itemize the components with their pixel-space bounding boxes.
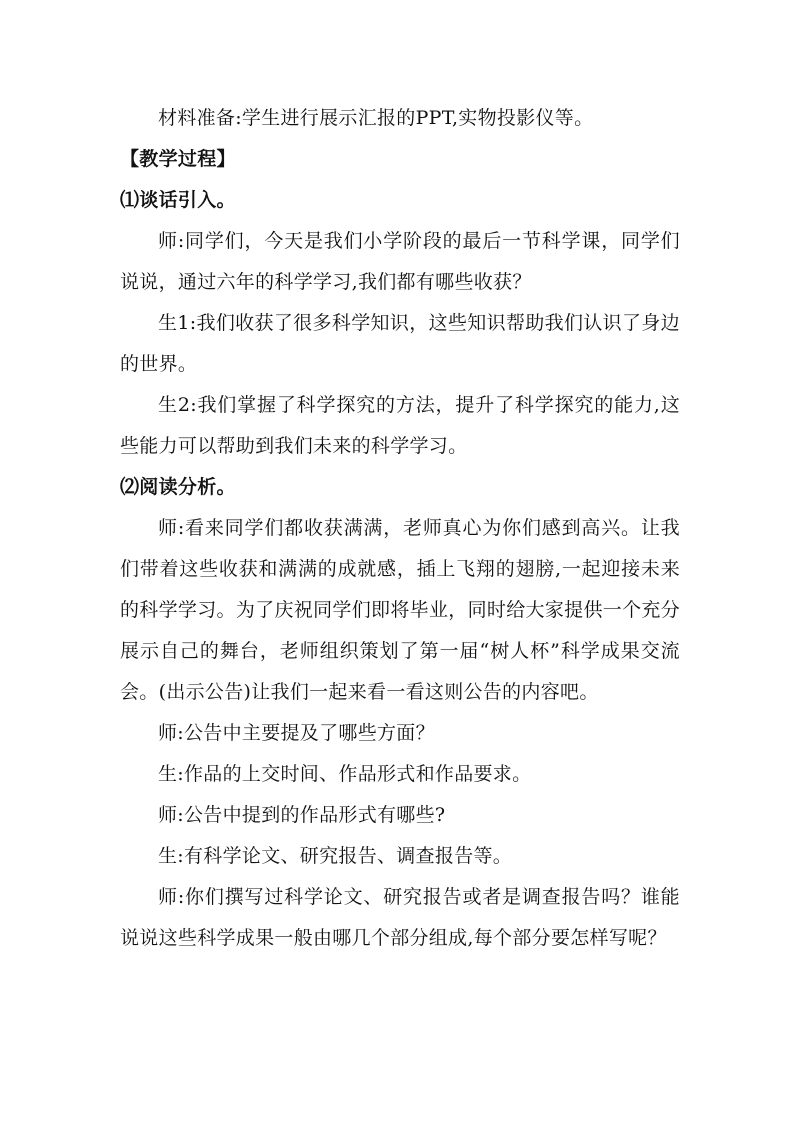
dialogue-paragraph-9: 师:你们撰写过科学论文、研究报告或者是调查报告吗？谁能说说这些科学成果一般由哪几个部分组成,每个部分要怎样写呢？ — [120, 886, 680, 949]
dialogue-paragraph-7: 师:公告中提到的作品形式有哪些? — [158, 804, 446, 826]
dialogue-paragraph-6: 生:作品的上交时间、作品形式和作品要求。 — [158, 763, 532, 785]
dialogue-paragraph-2: 生1:我们收获了很多科学知识，这些知识帮助我们认识了身边的世界。 — [120, 312, 680, 375]
dialogue-paragraph-5: 师:公告中主要提及了哪些方面？ — [158, 722, 435, 744]
dialogue-paragraph-8: 生:有科学论文、研究报告、调查报告等。 — [158, 845, 513, 867]
dialogue-paragraph-1: 师:同学们，今天是我们小学阶段的最后一节科学课，同学们说说，通过六年的科学学习,我们都有哪些收获？ — [120, 230, 680, 293]
document-body — [120, 98, 680, 959]
section-title: 【教学过程】 — [120, 148, 236, 170]
materials-paragraph: 材料准备:学生进行展示汇报的PPT,实物投影仪等。 — [158, 107, 594, 129]
step1-title: ⑴谈话引入。 — [120, 189, 236, 211]
dialogue-paragraph-3: 生2:我们掌握了科学探究的方法，提升了科学探究的能力,这些能力可以帮助到我们未来的科学学习。 — [120, 394, 680, 457]
dialogue-paragraph-4: 师:看来同学们都收获满满，老师真心为你们感到高兴。让我们带着这些收获和满满的成就感，插上飞翔的翅膀,一起迎接未来的科学学习。为了庆祝同学们即将毕业，同时给大家提供一个充分展示自己的舞台，老师组织策划了第一届“树人杯”科学成果交流会。(出示公告)让我们一起来看一看这则公告的内容吧。 — [120, 517, 680, 703]
step2-title: ⑵阅读分析。 — [120, 476, 236, 498]
